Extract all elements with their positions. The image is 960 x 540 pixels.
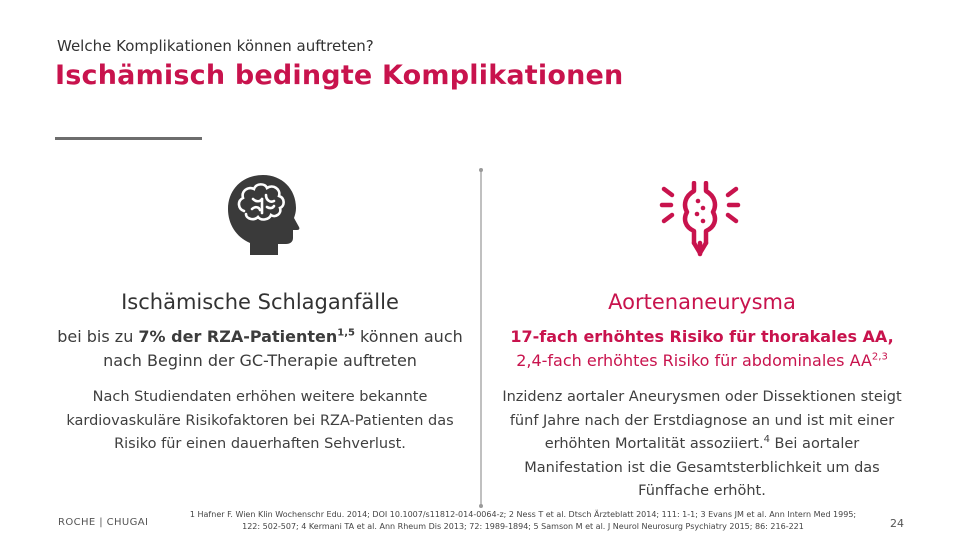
title-underline: [55, 137, 202, 140]
left-heading: Ischämische Schlaganfälle: [121, 290, 399, 314]
slide-title: Ischämisch bedingte Komplikationen: [55, 60, 624, 91]
left-para2-line1: Nach Studiendaten erhöhen weitere bekannte: [92, 389, 428, 405]
right-para2-ref: 4: [763, 434, 770, 446]
right-paragraph-2: [488, 386, 916, 504]
left-para1-bold: 7% der RZA-Patienten: [138, 327, 338, 346]
brain-head-icon: [222, 171, 300, 257]
left-para1-ref: 1,5: [337, 327, 355, 339]
right-para1-line1: 17-fach erhöhtes Risiko für thorakales AA,: [510, 327, 894, 346]
right-paragraph-1: [488, 325, 916, 373]
right-para2-line1: Inzidenz aortaler Aneurysmen oder Dissektionen steigt: [502, 389, 902, 405]
right-heading: Aortenaneurysma: [608, 290, 796, 314]
page-number: 24: [890, 517, 904, 530]
footer-brand: ROCHE | CHUGAI: [58, 517, 149, 528]
left-para1-pre: bei bis zu: [57, 327, 139, 346]
left-para2-line2: kardiovaskuläre Risikofaktoren bei RZA-Patienten das: [66, 412, 454, 429]
aortic-aneurysm-icon: [658, 181, 742, 259]
column-divider: [480, 170, 482, 506]
right-para2-line4: Manifestation ist die Gesamtsterblichkeit um das: [524, 459, 880, 476]
slide-subtitle: Welche Komplikationen können auftreten?: [57, 37, 374, 55]
left-paragraph-2: [45, 386, 475, 457]
left-para1-line2: nach Beginn der GC-Therapie auftreten: [103, 351, 417, 370]
footnote-line1: 1 Hafner F. Wien Klin Wochenschr Edu. 2014; DOI 10.1007/s11812-014-0064-z; 2 Ness T et al. Dtsch Ärzteblatt 2014; 111: 1-1; 3 Evans JM et al. Ann Intern Med 1995;: [189, 510, 857, 519]
right-para2-line3: erhöhten Mortalität assoziiert.: [544, 436, 764, 452]
right-para1-ref: 2,3: [871, 351, 888, 363]
left-para1-post: können auch: [354, 327, 463, 346]
footnote-line2: 122: 502-507; 4 Kermani TA et al. Ann Rheum Dis 2013; 72: 1989-1894; 5 Samson M et al. J Neurol Neurosurg Psychiatry 2015; 86: 216-221: [242, 522, 804, 531]
right-para1-line2: 2,4-fach erhöhtes Risiko für abdominales AA: [516, 351, 872, 370]
footnote-references: [163, 509, 883, 533]
left-paragraph-1: [45, 325, 475, 373]
left-para2-line3: Risiko für einen dauerhaften Sehverlust.: [114, 436, 406, 452]
right-para2-line3b: Bei aortaler: [769, 436, 860, 452]
right-para2-line5: Fünffache erhöht.: [638, 483, 766, 499]
right-para2-line2: fünf Jahre nach der Erstdiagnose an und ist mit einer: [509, 412, 895, 429]
